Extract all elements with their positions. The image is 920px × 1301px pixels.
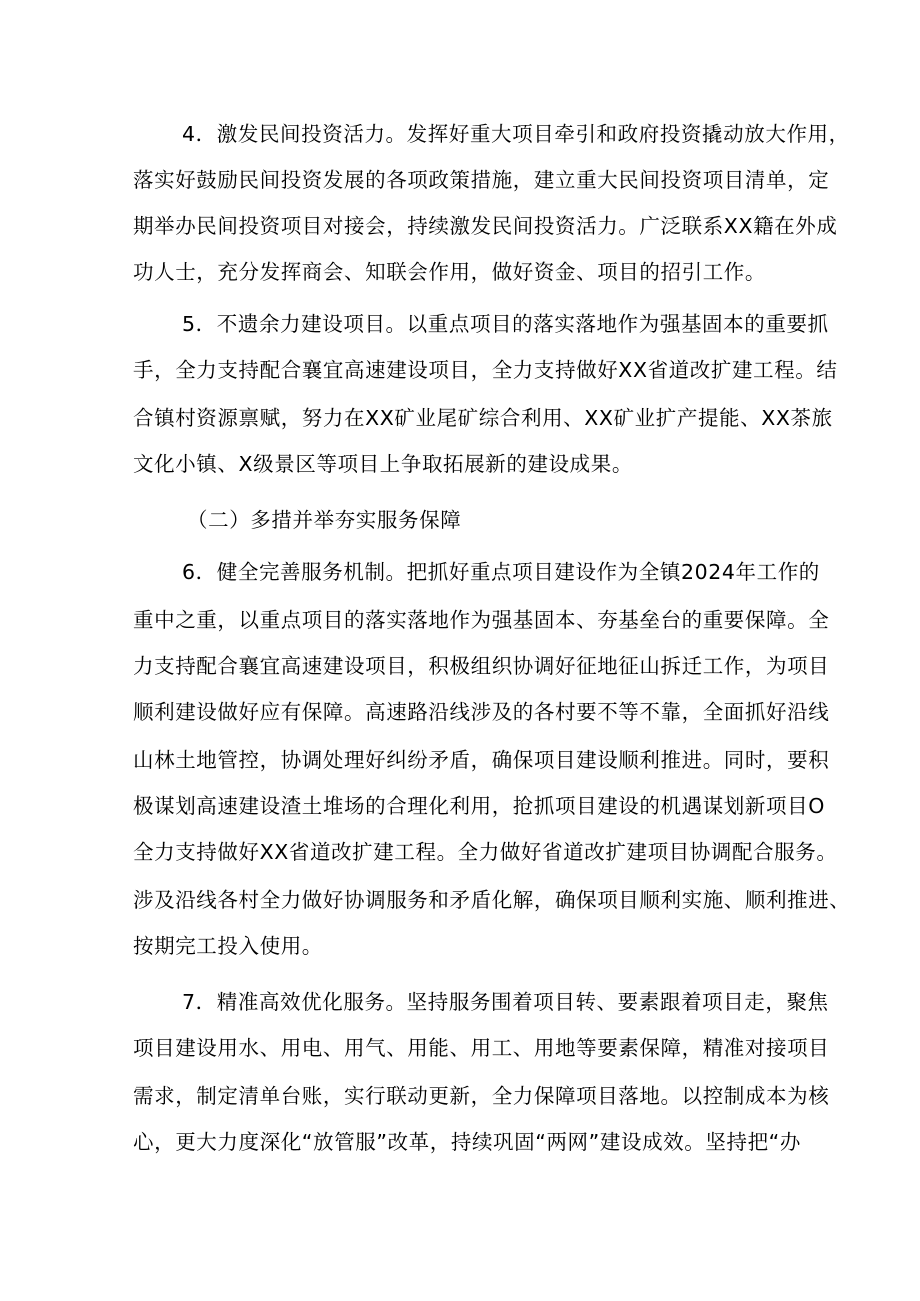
paragraph-4-line-3: 期举办民间投资项目对接会，持续激发民间投资活力。广泛联系XX籍在外成: [133, 214, 838, 238]
paragraph-6-line-5: 山林土地管控，协调处理好纠纷矛盾，确保项目建设顺利推进。同时，要积: [133, 748, 830, 772]
paragraph-6-line-1: 6．健全完善服务机制。把抓好重点项目建设作为全镇2024年工作的: [182, 560, 820, 584]
paragraph-6-line-9: 按期完工投入使用。: [133, 934, 323, 958]
section-heading: （二）多措并举夯实服务保障: [187, 508, 462, 532]
paragraph-6-line-7: 全力支持做好XX省道改扩建工程。全力做好省道改扩建项目协调配合服务。: [133, 840, 838, 864]
paragraph-7-line-4: 心，更大力度深化“放管服”改革，持续巩固“两网”建设成效。坚持把“办: [133, 1130, 801, 1154]
paragraph-4-line-1: 4．激发民间投资活力。发挥好重大项目牵引和政府投资撬动放大作用，: [182, 122, 850, 146]
paragraph-6-line-4: 顺利建设做好应有保障。高速路沿线涉及的各村要不等不靠，全面抓好沿线: [133, 700, 830, 724]
paragraph-4-line-2: 落实好鼓励民间投资发展的各项政策措施，建立重大民间投资项目清单，定: [133, 168, 830, 192]
paragraph-5-line-2: 手，全力支持配合襄宜高速建设项目，全力支持做好XX省道改扩建工程。结: [133, 358, 838, 382]
paragraph-4-line-4: 功人士，充分发挥商会、知联会作用，做好资金、项目的招引工作。: [133, 260, 766, 284]
paragraph-5-line-4: 文化小镇、X级景区等项目上争取拓展新的建设成果。: [133, 452, 633, 476]
paragraph-6-line-2: 重中之重，以重点项目的落实落地作为强基固本、夯基垒台的重要保障。全: [133, 608, 830, 632]
paragraph-7-line-2: 项目建设用水、用电、用气、用能、用工、用地等要素保障，精准对接项目: [133, 1036, 830, 1060]
paragraph-6-line-3: 力支持配合襄宜高速建设项目，积极组织协调好征地征山拆迁工作，为项目: [133, 654, 830, 678]
paragraph-7-line-3: 需求，制定清单台账，实行联动更新，全力保障项目落地。以控制成本为核: [133, 1084, 830, 1108]
paragraph-7-line-1: 7．精准高效优化服务。坚持服务围着项目转、要素跟着项目走，聚焦: [182, 990, 829, 1014]
paragraph-6-line-6: 极谋划高速建设渣土堆场的合理化利用，抢抓项目建设的机遇谋划新项目O: [133, 794, 825, 818]
paragraph-5-line-1: 5．不遗余力建设项目。以重点项目的落实落地作为强基固本的重要抓: [182, 312, 829, 336]
paragraph-5-line-3: 合镇村资源禀赋，努力在XX矿业尾矿综合利用、XX矿业扩产提能、XX茶旅: [133, 406, 833, 430]
paragraph-6-line-8: 涉及沿线各村全力做好协调服务和矛盾化解，确保项目顺利实施、顺利推进、: [133, 888, 851, 912]
